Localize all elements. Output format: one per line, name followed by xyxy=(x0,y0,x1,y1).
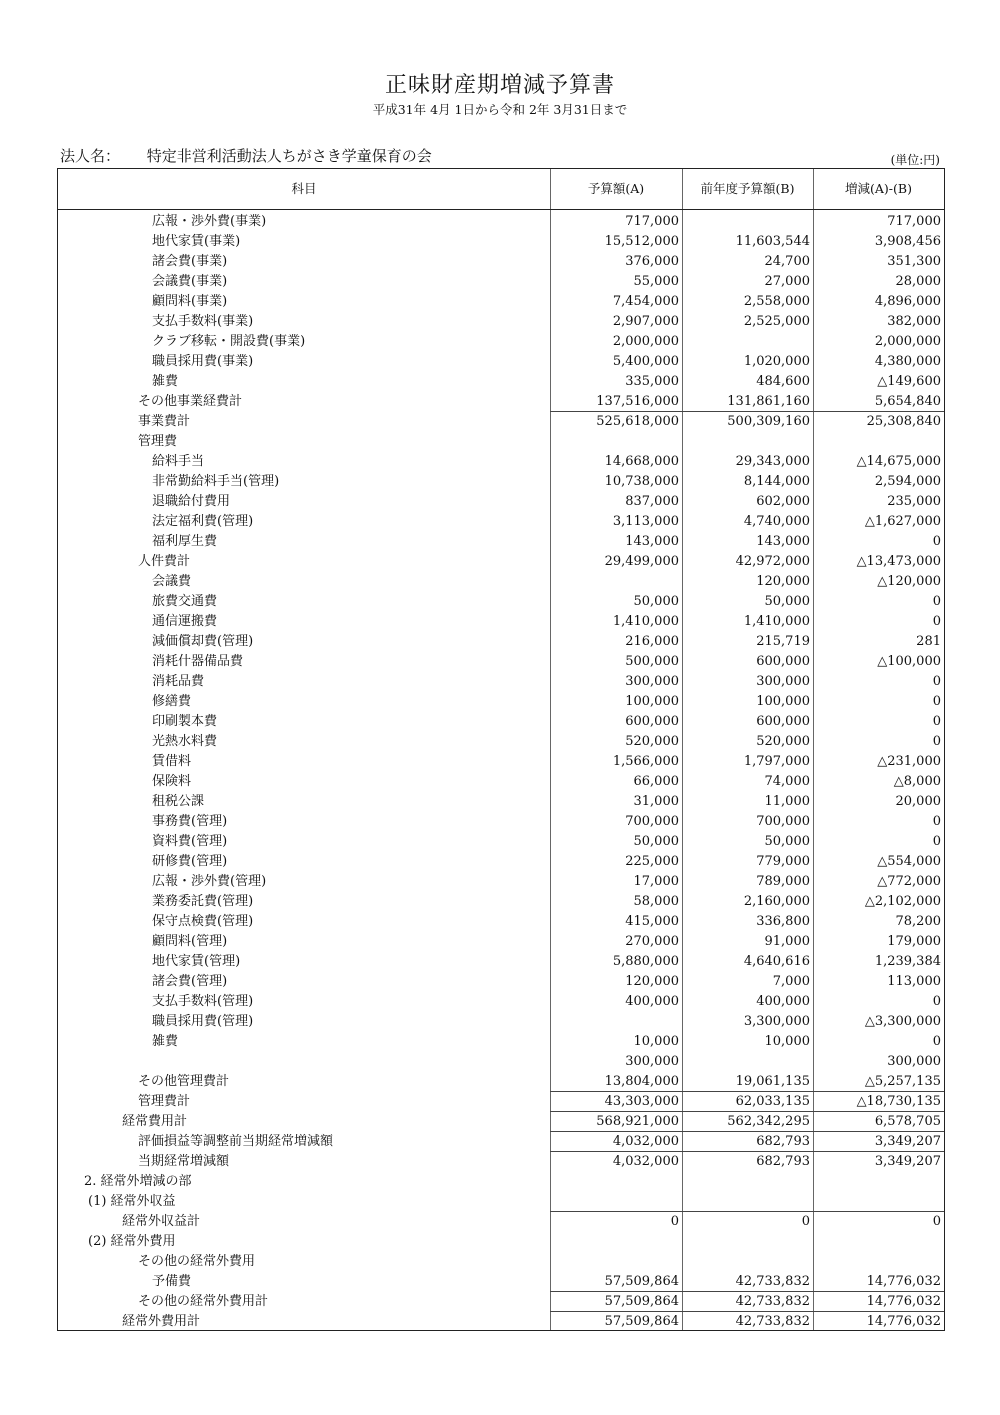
table-row xyxy=(58,1012,944,1032)
header-difference: 増減(A)-(B) xyxy=(845,181,912,196)
table-row xyxy=(58,252,944,272)
table-row xyxy=(58,1092,944,1112)
item-name: 評価損益等調整前当期経常増減額 xyxy=(138,1134,334,1149)
difference-value: 235,000 xyxy=(887,494,941,509)
difference-value: △554,000 xyxy=(877,854,941,869)
budget-value xyxy=(550,1232,682,1252)
budget-value: 525,618,000 xyxy=(596,414,679,429)
prev-budget-value: 50,000 xyxy=(764,834,810,849)
table-row xyxy=(58,532,944,552)
prev-budget-value: 27,000 xyxy=(764,274,810,289)
prev-budget-value: 400,000 xyxy=(756,994,810,1009)
prev-budget-value: 42,733,832 xyxy=(682,1292,813,1312)
budget-value: 10,000 xyxy=(633,1034,679,1049)
prev-budget-value: 8,144,000 xyxy=(743,474,810,489)
difference-value: △13,473,000 xyxy=(856,554,941,569)
difference-value: △5,257,135 xyxy=(813,1072,944,1092)
difference-value: △8,000 xyxy=(893,774,941,789)
budget-value: 58,000 xyxy=(633,894,679,909)
table-row xyxy=(58,1112,944,1132)
difference-value xyxy=(813,1192,944,1212)
table-row xyxy=(58,812,944,832)
table-row xyxy=(58,292,944,312)
prev-budget-value: 50,000 xyxy=(764,594,810,609)
difference-value: △1,627,000 xyxy=(864,514,941,529)
header-item: 科目 xyxy=(291,181,317,196)
item-name: 経常費用計 xyxy=(122,1114,188,1129)
item-name: 経常外費用計 xyxy=(122,1314,201,1329)
prev-budget-value: 682,793 xyxy=(682,1132,813,1152)
item-name: 諸会費(管理) xyxy=(152,974,228,989)
item-name: 当期経常増減額 xyxy=(138,1154,230,1169)
budget-value: 14,668,000 xyxy=(604,454,679,469)
table-row xyxy=(58,1312,944,1332)
prev-budget-value: 562,342,295 xyxy=(682,1112,813,1132)
table-row xyxy=(58,912,944,932)
table-row xyxy=(58,1212,944,1232)
difference-value: 6,578,705 xyxy=(813,1112,944,1132)
table-row xyxy=(58,1152,944,1172)
budget-value: 2,907,000 xyxy=(612,314,679,329)
budget-value: 4,032,000 xyxy=(550,1132,682,1152)
header-budget: 予算額(A) xyxy=(587,181,645,196)
budget-value: 700,000 xyxy=(625,814,679,829)
budget-value: 4,032,000 xyxy=(612,1154,679,1169)
header-prev-budget: 前年度予算額(B) xyxy=(700,181,795,196)
item-name: 旅費交通費 xyxy=(152,594,218,609)
item-name: 雑費 xyxy=(152,1034,179,1049)
difference-value xyxy=(813,1172,944,1192)
budget-value: 1,566,000 xyxy=(612,754,679,769)
table-row xyxy=(58,712,944,732)
prev-budget-value: 42,733,832 xyxy=(682,1272,813,1292)
prev-budget-value: 29,343,000 xyxy=(735,454,810,469)
table-row xyxy=(58,772,944,792)
table-row xyxy=(58,932,944,952)
table-row xyxy=(58,412,944,432)
difference-value: △149,600 xyxy=(877,374,941,389)
table-row xyxy=(58,972,944,992)
table-row xyxy=(58,652,944,672)
table-row xyxy=(58,212,944,232)
budget-value: 568,921,000 xyxy=(550,1112,682,1132)
budget-value xyxy=(550,572,682,592)
difference-value: 25,308,840 xyxy=(866,414,941,429)
item-name: 顧問料(管理) xyxy=(152,934,228,949)
item-name: 顧問料(事業) xyxy=(152,294,228,309)
difference-value xyxy=(813,1232,944,1252)
prev-budget-value: 500,309,160 xyxy=(727,414,810,429)
difference-value xyxy=(813,1252,944,1272)
prev-budget-value xyxy=(682,1192,813,1212)
table-row xyxy=(58,592,944,612)
difference-value: △120,000 xyxy=(877,574,941,589)
difference-value: 0 xyxy=(932,1214,941,1229)
difference-value: △14,675,000 xyxy=(856,454,941,469)
budget-value: 270,000 xyxy=(625,934,679,949)
budget-value: 57,509,864 xyxy=(550,1292,682,1312)
budget-value: 300,000 xyxy=(625,674,679,689)
table-row xyxy=(58,332,944,352)
budget-value xyxy=(550,1192,682,1212)
item-name: 予備費 xyxy=(152,1274,192,1289)
prev-budget-value: 336,800 xyxy=(756,914,810,929)
budget-value: 3,113,000 xyxy=(612,514,679,529)
table-row xyxy=(58,352,944,372)
difference-value: 382,000 xyxy=(887,314,941,329)
page-title: 正味財産期増減予算書 xyxy=(384,73,615,98)
budget-value xyxy=(550,1252,682,1272)
budget-value: 57,509,864 xyxy=(604,1314,679,1329)
budget-value: 15,512,000 xyxy=(604,234,679,249)
item-name: 非常勤給料手当(管理) xyxy=(152,474,280,489)
unit-label: (単位:円) xyxy=(890,153,940,167)
difference-value: △772,000 xyxy=(877,874,941,889)
prev-budget-value: 2,525,000 xyxy=(743,314,810,329)
table-body xyxy=(58,212,944,1332)
table-row xyxy=(58,492,944,512)
prev-budget-value: 1,020,000 xyxy=(743,354,810,369)
prev-budget-value xyxy=(682,1172,813,1192)
difference-value: 0 xyxy=(932,814,941,829)
item-name: その他管理費計 xyxy=(138,1074,230,1089)
difference-value: 1,239,384 xyxy=(874,954,941,969)
difference-value: 0 xyxy=(932,834,941,849)
table-row xyxy=(58,552,944,572)
table-row xyxy=(58,1192,944,1212)
item-name: 諸会費(事業) xyxy=(152,254,228,269)
budget-value: 415,000 xyxy=(625,914,679,929)
budget-value xyxy=(550,1172,682,1192)
difference-value: 0 xyxy=(932,674,941,689)
budget-value: 43,303,000 xyxy=(550,1092,682,1112)
budget-value: 137,516,000 xyxy=(550,392,682,412)
prev-budget-value: 120,000 xyxy=(756,574,810,589)
prev-budget-value: 4,640,616 xyxy=(743,954,810,969)
table-row xyxy=(58,232,944,252)
prev-budget-value xyxy=(682,1252,813,1272)
item-name: 租税公課 xyxy=(152,794,205,809)
difference-value: 4,896,000 xyxy=(874,294,941,309)
table-row xyxy=(58,1052,944,1072)
budget-value: 100,000 xyxy=(625,694,679,709)
difference-value: 14,776,032 xyxy=(813,1272,944,1292)
item-name: 消耗品費 xyxy=(152,674,205,689)
difference-value: 3,349,207 xyxy=(874,1154,941,1169)
item-name: 経常外収益計 xyxy=(122,1214,201,1229)
budget-value: 66,000 xyxy=(633,774,679,789)
table-row xyxy=(58,1252,944,1272)
prev-budget-value: 484,600 xyxy=(756,374,810,389)
difference-value: △231,000 xyxy=(877,754,941,769)
table-row xyxy=(58,752,944,772)
item-name: 保険料 xyxy=(152,774,192,789)
difference-value: 0 xyxy=(932,1034,941,1049)
item-name: 職員採用費(管理) xyxy=(152,1014,254,1029)
item-name: 支払手数料(事業) xyxy=(152,314,254,329)
item-name: クラブ移転・開設費(事業) xyxy=(152,334,306,349)
table-row xyxy=(58,732,944,752)
prev-budget-value: 700,000 xyxy=(756,814,810,829)
table-row xyxy=(58,952,944,972)
table-row xyxy=(58,472,944,492)
budget-value: 50,000 xyxy=(633,834,679,849)
item-name: 印刷製本費 xyxy=(152,714,218,729)
prev-budget-value: 600,000 xyxy=(756,714,810,729)
difference-value: 0 xyxy=(932,694,941,709)
table-row xyxy=(58,432,944,452)
table-row xyxy=(58,852,944,872)
period-text: 平成31年 4月 1日から令和 2年 3月31日まで xyxy=(372,102,628,117)
prev-budget-value: 42,733,832 xyxy=(735,1314,810,1329)
prev-budget-value: 10,000 xyxy=(764,1034,810,1049)
difference-value: 5,654,840 xyxy=(813,392,944,412)
table-row xyxy=(58,892,944,912)
difference-value: 28,000 xyxy=(895,274,941,289)
budget-value: 376,000 xyxy=(625,254,679,269)
item-name: 事務費(管理) xyxy=(152,814,228,829)
budget-value: 216,000 xyxy=(625,634,679,649)
table-row xyxy=(58,272,944,292)
item-name: その他の経常外費用 xyxy=(138,1254,256,1269)
difference-value: 0 xyxy=(932,994,941,1009)
table-row xyxy=(58,1132,944,1152)
item-name: 減価償却費(管理) xyxy=(152,634,254,649)
item-name: その他の経常外費用計 xyxy=(138,1294,269,1309)
budget-value: 500,000 xyxy=(625,654,679,669)
prev-budget-value: 682,793 xyxy=(756,1154,810,1169)
table-row xyxy=(58,992,944,1012)
table-row xyxy=(58,1172,944,1192)
item-name: 会議費(事業) xyxy=(152,274,228,289)
item-name: 地代家賃(管理) xyxy=(152,954,241,969)
prev-budget-value xyxy=(682,212,813,232)
budget-value: 29,499,000 xyxy=(604,554,679,569)
difference-value: 281 xyxy=(916,634,941,649)
prev-budget-value xyxy=(682,1052,813,1072)
difference-value: 717,000 xyxy=(887,214,941,229)
item-name: その他事業経費計 xyxy=(138,394,243,409)
budget-value: 717,000 xyxy=(625,214,679,229)
prev-budget-value: 62,033,135 xyxy=(682,1092,813,1112)
item-name: 会議費 xyxy=(152,574,192,589)
table-row xyxy=(58,1072,944,1092)
prev-budget-value: 2,558,000 xyxy=(743,294,810,309)
prev-budget-value xyxy=(682,432,813,452)
difference-value: 2,000,000 xyxy=(874,334,941,349)
difference-value: 4,380,000 xyxy=(874,354,941,369)
difference-value: 0 xyxy=(932,594,941,609)
table-row xyxy=(58,312,944,332)
item-name: 光熱水料費 xyxy=(152,734,218,749)
prev-budget-value: 215,719 xyxy=(756,634,810,649)
difference-value: 78,200 xyxy=(895,914,941,929)
item-name: 資料費(管理) xyxy=(152,834,228,849)
corporation-name: 特定非営利活動法人ちがさき学童保育の会 xyxy=(146,147,432,165)
prev-budget-value: 131,861,160 xyxy=(682,392,813,412)
prev-budget-value: 2,160,000 xyxy=(743,894,810,909)
difference-value: 0 xyxy=(932,734,941,749)
table-row xyxy=(58,512,944,532)
budget-value: 143,000 xyxy=(625,534,679,549)
table-row xyxy=(58,672,944,692)
table-row xyxy=(58,1292,944,1312)
difference-value: 0 xyxy=(932,714,941,729)
item-name: 雑費 xyxy=(152,374,179,389)
table-header xyxy=(58,169,944,210)
prev-budget-value: 1,410,000 xyxy=(743,614,810,629)
item-name: 研修費(管理) xyxy=(152,854,228,869)
difference-value xyxy=(813,432,944,452)
item-name: 消耗什器備品費 xyxy=(152,654,244,669)
item-name xyxy=(58,1052,550,1072)
prev-budget-value: 42,972,000 xyxy=(735,554,810,569)
difference-value: 14,776,032 xyxy=(866,1314,941,1329)
item-name: 賃借料 xyxy=(152,754,192,769)
item-name: 修繕費 xyxy=(152,694,192,709)
item-name: 事業費計 xyxy=(138,414,191,429)
difference-value: 3,349,207 xyxy=(813,1132,944,1152)
difference-value: 3,908,456 xyxy=(874,234,941,249)
item-name: 福利厚生費 xyxy=(152,534,218,549)
prev-budget-value: 100,000 xyxy=(756,694,810,709)
budget-value: 120,000 xyxy=(625,974,679,989)
table-row xyxy=(58,1272,944,1292)
prev-budget-value: 19,061,135 xyxy=(682,1072,813,1092)
prev-budget-value: 520,000 xyxy=(756,734,810,749)
table-row xyxy=(58,832,944,852)
budget-value: 13,804,000 xyxy=(550,1072,682,1092)
budget-table xyxy=(57,168,945,1331)
prev-budget-value: 143,000 xyxy=(756,534,810,549)
item-name: 職員採用費(事業) xyxy=(152,354,254,369)
budget-value: 2,000,000 xyxy=(612,334,679,349)
budget-value: 600,000 xyxy=(625,714,679,729)
budget-value: 520,000 xyxy=(625,734,679,749)
budget-value: 400,000 xyxy=(625,994,679,1009)
item-name: 保守点検費(管理) xyxy=(152,914,254,929)
item-name: 退職給付費用 xyxy=(152,494,231,509)
budget-value: 5,400,000 xyxy=(612,354,679,369)
budget-value xyxy=(550,1012,682,1032)
prev-budget-value: 3,300,000 xyxy=(743,1014,810,1029)
prev-budget-value: 789,000 xyxy=(756,874,810,889)
budget-value: 0 xyxy=(670,1214,679,1229)
table-row xyxy=(58,632,944,652)
table-row xyxy=(58,692,944,712)
difference-value: 179,000 xyxy=(887,934,941,949)
item-name: 管理費計 xyxy=(138,1094,191,1109)
item-name: 法定福利費(管理) xyxy=(152,514,254,529)
item-name: 人件費計 xyxy=(138,554,191,569)
table-row xyxy=(58,572,944,592)
difference-value: 2,594,000 xyxy=(874,474,941,489)
prev-budget-value: 602,000 xyxy=(756,494,810,509)
item-name: 広報・渉外費(事業) xyxy=(152,214,267,229)
budget-value: 31,000 xyxy=(633,794,679,809)
budget-value: 7,454,000 xyxy=(612,294,679,309)
budget-value: 837,000 xyxy=(625,494,679,509)
prev-budget-value: 74,000 xyxy=(764,774,810,789)
difference-value: 300,000 xyxy=(887,1054,941,1069)
item-name: 地代家賃(事業) xyxy=(152,234,241,249)
corporation-line xyxy=(60,145,432,166)
budget-value: 55,000 xyxy=(633,274,679,289)
budget-value: 225,000 xyxy=(625,854,679,869)
item-name: 業務委託費(管理) xyxy=(152,894,254,909)
difference-value: △100,000 xyxy=(877,654,941,669)
prev-budget-value: 4,740,000 xyxy=(743,514,810,529)
budget-value xyxy=(550,432,682,452)
table-row xyxy=(58,392,944,412)
prev-budget-value: 600,000 xyxy=(756,654,810,669)
prev-budget-value xyxy=(682,1232,813,1252)
table-row xyxy=(58,452,944,472)
prev-budget-value: 0 xyxy=(801,1214,810,1229)
budget-value: 17,000 xyxy=(633,874,679,889)
prev-budget-value: 91,000 xyxy=(764,934,810,949)
prev-budget-value: 1,797,000 xyxy=(743,754,810,769)
prev-budget-value: 11,603,544 xyxy=(735,234,810,249)
item-name: 通信運搬費 xyxy=(152,614,218,629)
difference-value: △2,102,000 xyxy=(864,894,941,909)
difference-value: 0 xyxy=(932,534,941,549)
budget-value: 50,000 xyxy=(633,594,679,609)
table-row xyxy=(58,612,944,632)
item-name: 2. 経常外増減の部 xyxy=(84,1174,192,1189)
budget-value: 300,000 xyxy=(625,1054,679,1069)
difference-value: 0 xyxy=(932,614,941,629)
budget-value: 5,880,000 xyxy=(612,954,679,969)
item-name: (1) 経常外収益 xyxy=(88,1194,176,1209)
corporation-label: 法人名： xyxy=(60,147,121,165)
prev-budget-value: 300,000 xyxy=(756,674,810,689)
prev-budget-value: 11,000 xyxy=(764,794,810,809)
table-row xyxy=(58,1032,944,1052)
budget-value: 10,738,000 xyxy=(604,474,679,489)
difference-value: 14,776,032 xyxy=(813,1292,944,1312)
item-name: 給料手当 xyxy=(152,454,205,469)
difference-value: △3,300,000 xyxy=(864,1014,941,1029)
item-name: 支払手数料(管理) xyxy=(152,994,254,1009)
prev-budget-value: 7,000 xyxy=(772,974,810,989)
table-row xyxy=(58,1232,944,1252)
prev-budget-value xyxy=(682,332,813,352)
item-name: 広報・渉外費(管理) xyxy=(152,874,267,889)
item-name: 管理費 xyxy=(138,434,178,449)
table-row xyxy=(58,372,944,392)
table-row xyxy=(58,792,944,812)
difference-value: 351,300 xyxy=(887,254,941,269)
budget-value: 335,000 xyxy=(625,374,679,389)
table-row xyxy=(58,872,944,892)
budget-value: 57,509,864 xyxy=(550,1272,682,1292)
prev-budget-value: 24,700 xyxy=(764,254,810,269)
item-name: (2) 経常外費用 xyxy=(88,1234,176,1249)
difference-value: △18,730,135 xyxy=(813,1092,944,1112)
prev-budget-value: 779,000 xyxy=(756,854,810,869)
difference-value: 20,000 xyxy=(895,794,941,809)
difference-value: 113,000 xyxy=(887,974,941,989)
budget-value: 1,410,000 xyxy=(612,614,679,629)
